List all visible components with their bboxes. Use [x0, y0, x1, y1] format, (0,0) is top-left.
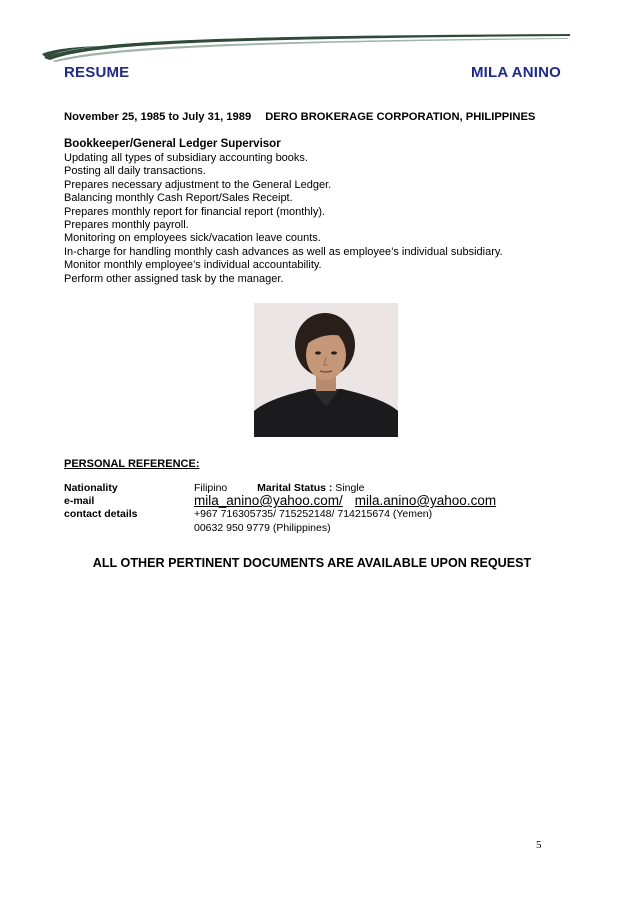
employment-period-line — [64, 111, 535, 124]
employer-name: DERO BROKERAGE CORPORATION, PHILIPPINES — [265, 111, 536, 123]
portrait-illustration — [254, 303, 398, 437]
duty-item: Monitor monthly employee’s individual accountability. — [64, 259, 322, 272]
duty-item: Prepares monthly payroll. — [64, 219, 189, 232]
nationality-label: Nationality — [64, 482, 118, 494]
candidate-name: MILA ANINO — [470, 64, 561, 81]
marital-status-value: Single — [335, 482, 365, 494]
job-title: Bookkeeper/General Ledger Supervisor — [64, 138, 281, 150]
duty-item: In-charge for handling monthly cash advances as well as employee’s individual subsidiary. — [64, 245, 503, 258]
contact-line-philippines: 00632 950 9779 (Philippines) — [194, 522, 331, 534]
email-label: e-mail — [64, 495, 95, 507]
email-link-secondary[interactable]: mila.anino@yahoo.com — [354, 493, 497, 508]
page-number: 5 — [536, 839, 542, 851]
duties-list — [64, 152, 503, 286]
marital-status-label: Marital Status : — [257, 482, 333, 494]
portrait-photo — [254, 303, 398, 437]
resume-heading: RESUME — [64, 64, 130, 81]
header-swoosh-graphic — [40, 28, 580, 64]
duty-item: Perform other assigned task by the manager. — [64, 272, 284, 285]
duty-item: Updating all types of subsidiary accounting books. — [64, 152, 308, 164]
nationality-value: Filipino — [194, 482, 228, 494]
duty-item: Balancing monthly Cash Report/Sales Receipt. — [64, 192, 293, 205]
email-link-primary[interactable]: mila_anino@yahoo.com/ — [194, 493, 343, 508]
personal-reference-heading: PERSONAL REFERENCE: — [64, 458, 200, 470]
documents-available-note: ALL OTHER PERTINENT DOCUMENTS ARE AVAILABLE UPON REQUEST — [92, 556, 532, 570]
duty-item: Prepares necessary adjustment to the General Ledger. — [64, 178, 332, 191]
duty-item: Monitoring on employees sick/vacation leave counts. — [64, 232, 321, 245]
contact-line-yemen: +967 716305735/ 715252148/ 714215674 (Yemen) — [194, 508, 433, 520]
duty-item: Prepares monthly report for financial report (monthly). — [64, 205, 326, 218]
email-values — [194, 493, 496, 508]
duty-item: Posting all daily transactions. — [64, 165, 206, 178]
contact-details-label: contact details — [64, 508, 138, 520]
employment-period: November 25, 1985 to July 31, 1989 — [64, 111, 252, 123]
